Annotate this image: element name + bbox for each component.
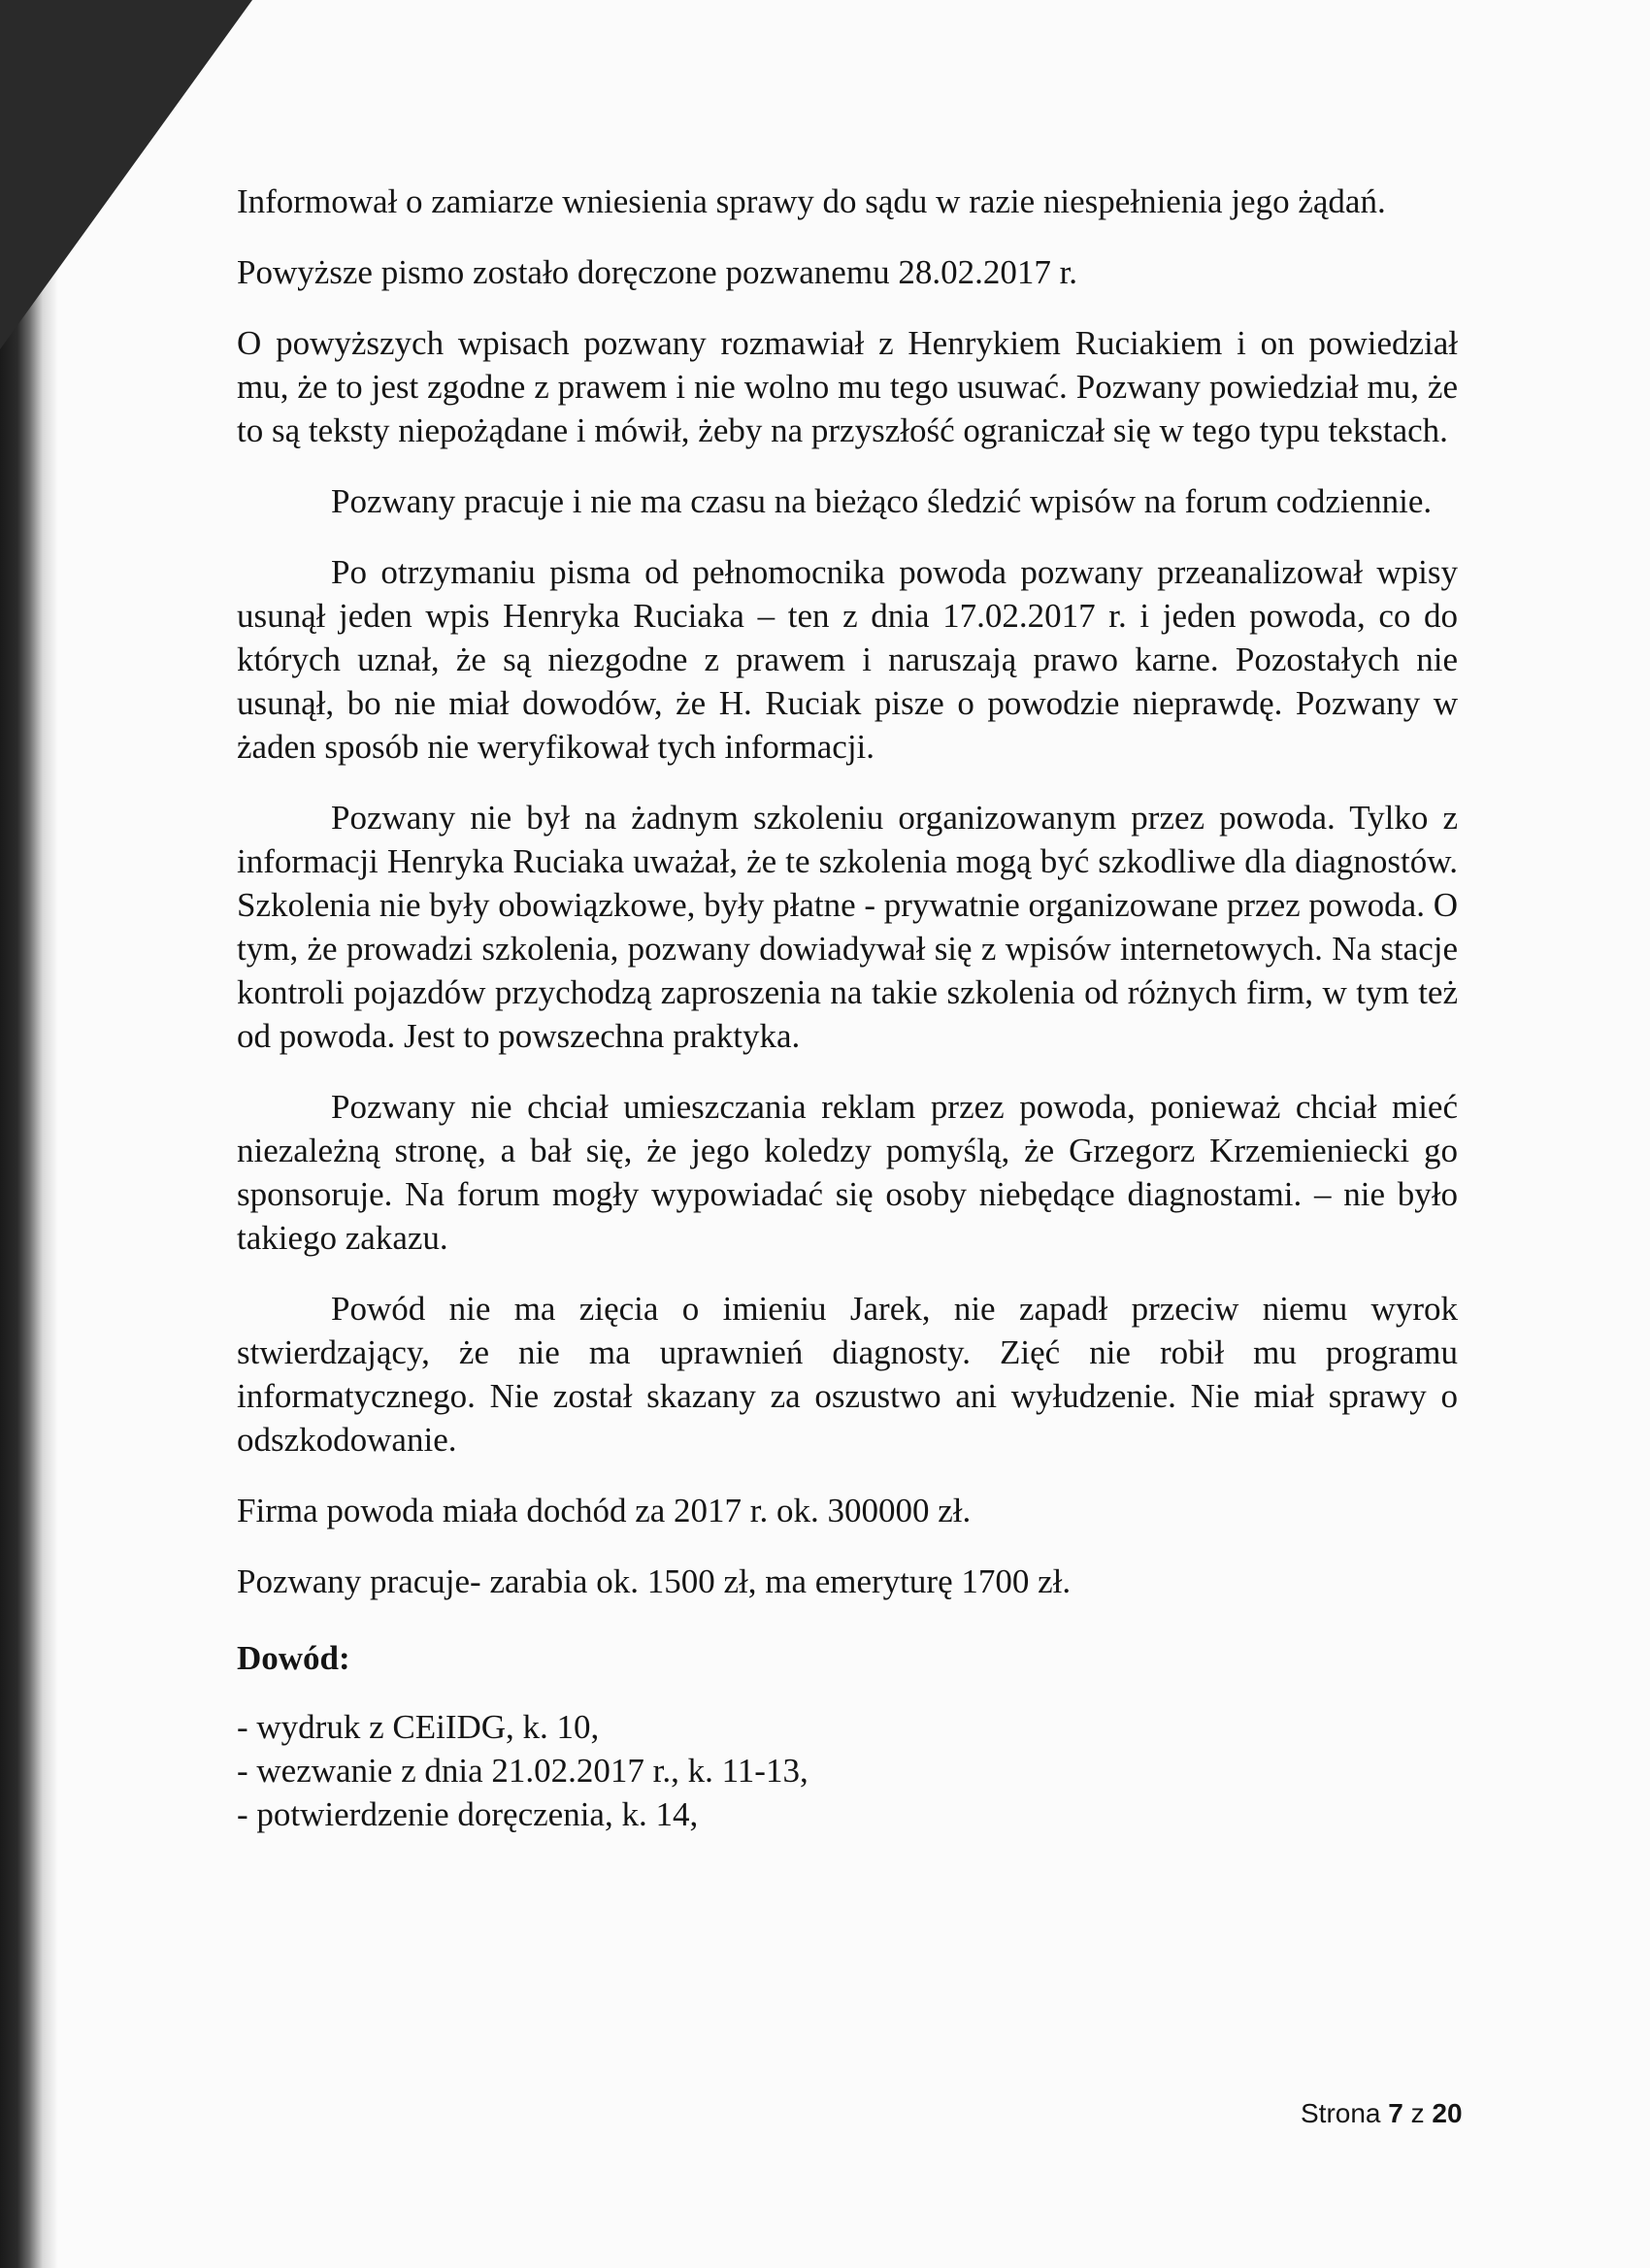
paragraph-4: Pozwany pracuje i nie ma czasu na bieżąco śledzić wpisów na forum codziennie. — [331, 482, 1433, 520]
total-pages-number: 20 — [1432, 2098, 1463, 2128]
evidence-list — [237, 1705, 1458, 1836]
paragraph-6: Pozwany nie był na żadnym szkoleniu organizowanym przez powoda. Tylko z informacji Henryka Ruciaka uważał, że te szkolenia mogą być szkodliwe dla diagnostów. Szkolenia nie były obowiązkowe, były płatne - prywatnie organizowane przez powoda. O tym, że prowadzi szkolenia, pozwany dowiadywał się z wpisów internetowych. Na stacje kontroli pojazdów przychodzą zaproszenia na takie szkolenia od różnych firm, w tym też od powoda. Jest to powszechna praktyka. — [237, 799, 1458, 1055]
page-label: Strona — [1301, 2098, 1389, 2128]
paragraph-8: Powód nie ma zięcia o imieniu Jarek, nie zapadł przeciw niemu wyrok stwierdzający, że nie ma uprawnień diagnosty. Zięć nie robił mu programu informatycznego. Nie został skazany za oszustwo ani wyłudzenie. Nie miał sprawy o odszkodowanie. — [237, 1290, 1458, 1459]
paragraph-2: Powyższe pismo zostało doręczone pozwanemu 28.02.2017 r. — [237, 253, 1078, 291]
paragraph-3: O powyższych wpisach pozwany rozmawiał z Henrykiem Ruciakiem i on powiedział mu, że to jest zgodne z prawem i nie wolno mu tego usuwać. Pozwany powiedział mu, że to są teksty niepożądane i mówił, żeby na przyszłość ograniczał się w tego typu tekstach. — [237, 324, 1458, 449]
evidence-item: - wezwanie z dnia 21.02.2017 r., k. 11-13, — [237, 1752, 808, 1790]
page-separator: z — [1402, 2098, 1433, 2128]
page-number-footer — [1301, 2098, 1463, 2129]
evidence-heading: Dowód: — [237, 1639, 350, 1677]
paragraph-1: Informował o zamiarze wniesienia sprawy do sądu w razie niespełnienia jego żądań. — [237, 182, 1386, 220]
evidence-item: - wydruk z CEiIDG, k. 10, — [237, 1708, 600, 1746]
scan-folded-corner — [0, 0, 252, 349]
paragraph-10: Pozwany pracuje- zarabia ok. 1500 zł, ma emeryturę 1700 zł. — [237, 1562, 1072, 1600]
evidence-item: - potwierdzenie doręczenia, k. 14, — [237, 1795, 699, 1833]
paragraph-5: Po otrzymaniu pisma od pełnomocnika powoda pozwany przeanalizował wpisy usunął jeden wpis Henryka Ruciaka – ten z dnia 17.02.2017 r. i jeden powoda, co do których uznał, że są niezgodne z prawem i naruszają prawo karne. Pozostałych nie usunął, bo nie miał dowodów, że H. Ruciak pisze o powodzie nieprawdę. Pozwany w żaden sposób nie weryfikował tych informacji. — [237, 553, 1458, 766]
paragraph-7: Pozwany nie chciał umieszczania reklam przez powoda, ponieważ chciał mieć niezależną stronę, a bał się, że jego koledzy pomyślą, że Grzegorz Krzemieniecki go sponsoruje. Na forum mogły wypowiadać się osoby niebędące diagnostami. – nie było takiego zakazu. — [237, 1088, 1458, 1257]
current-page-number: 7 — [1388, 2098, 1403, 2128]
paragraph-9: Firma powoda miała dochód za 2017 r. ok. 300000 zł. — [237, 1492, 972, 1529]
document-body — [237, 180, 1458, 1836]
